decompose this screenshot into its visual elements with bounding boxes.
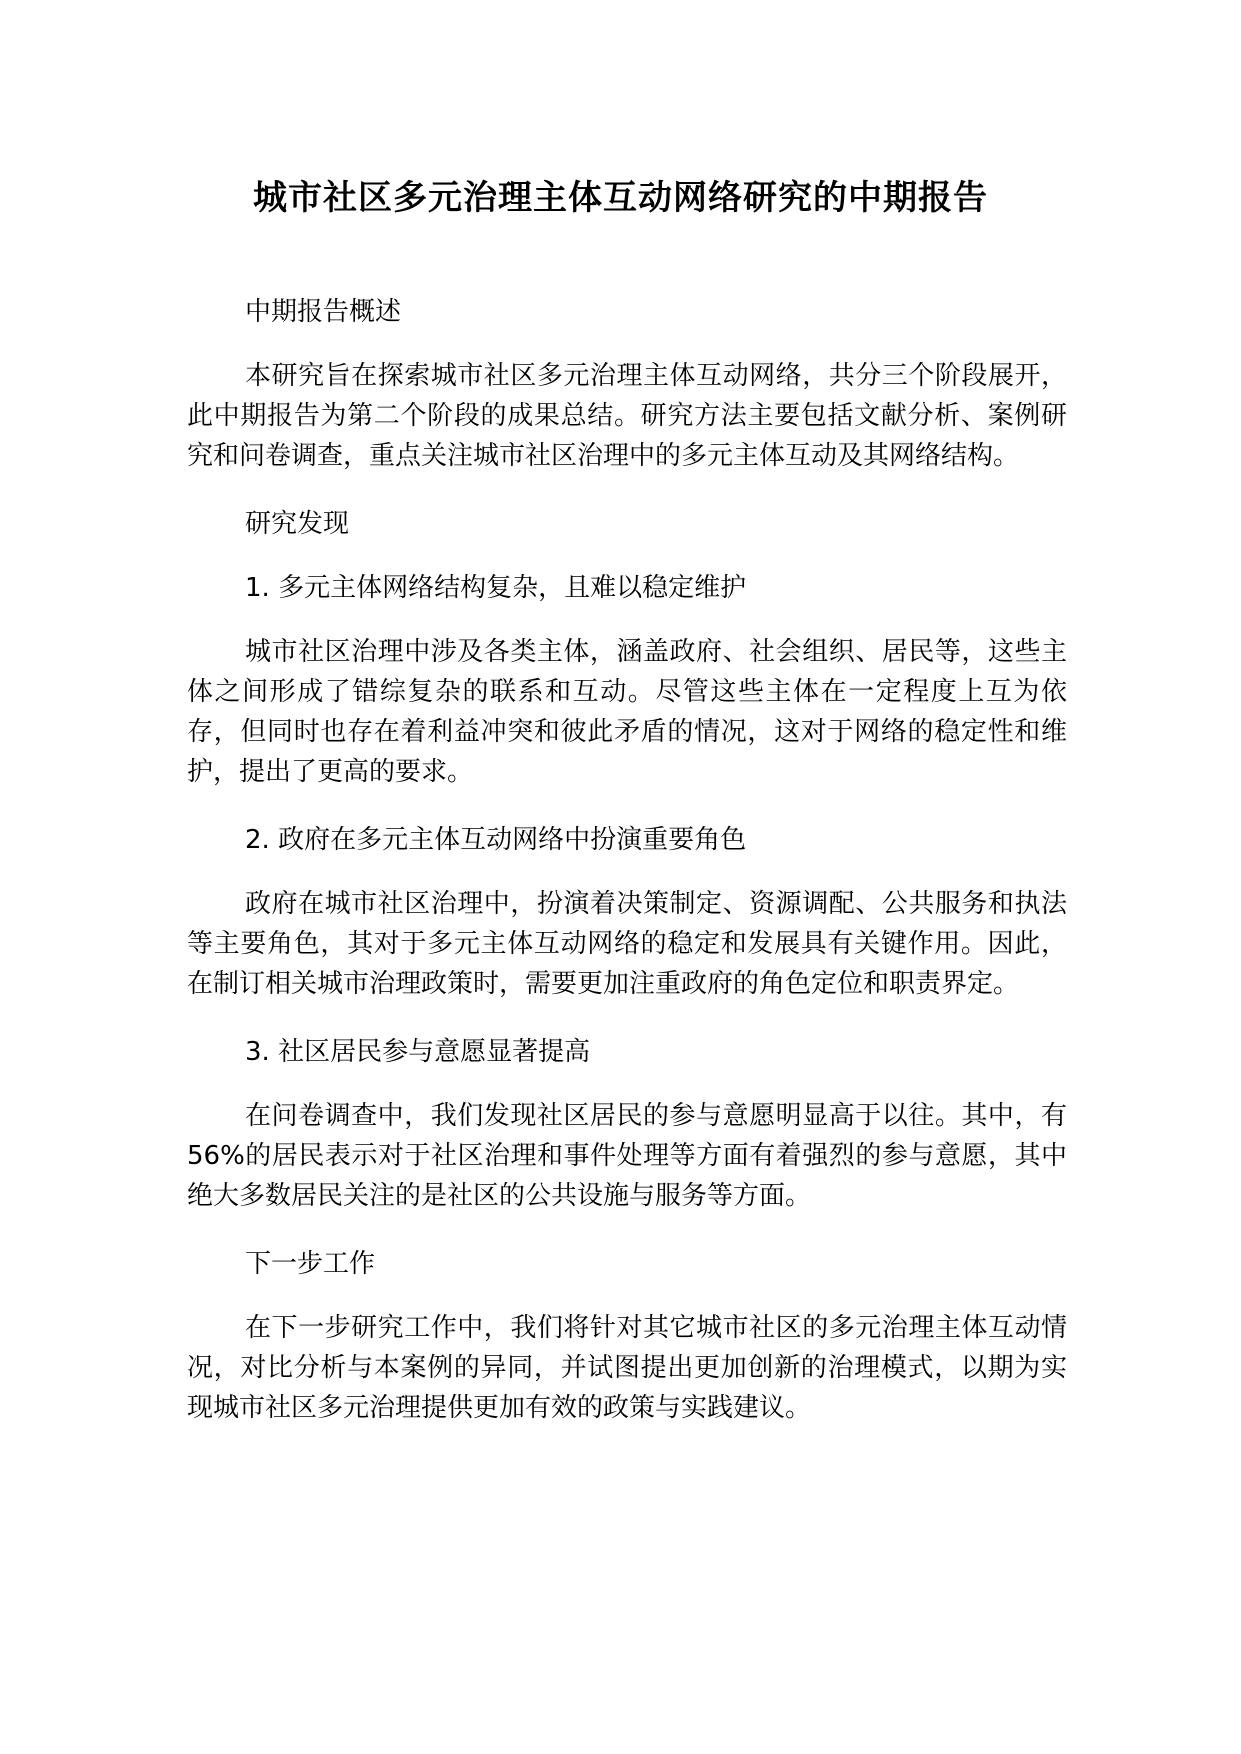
finding-1-heading: 1. 多元主体网络结构复杂，且难以稳定维护	[245, 573, 747, 603]
finding-1-paragraph: 城市社区治理中涉及各类主体，涵盖政府、社会组织、居民等，这些主体之间形成了错综复杂的联系和互动。尽管这些主体在一定程度上互为依存，但同时也存在着利益冲突和彼此矛盾的情况，这对于网络的稳定性和维护，提出了更高的要求。	[187, 637, 1067, 787]
finding-2-heading: 2. 政府在多元主体互动网络中扮演重要角色	[245, 825, 747, 855]
document-title: 城市社区多元治理主体互动网络研究的中期报告	[253, 178, 988, 218]
section-heading-next-steps: 下一步工作	[245, 1249, 376, 1279]
document-body	[187, 292, 1067, 1428]
finding-3-heading: 3. 社区居民参与意愿显著提高	[245, 1037, 591, 1067]
finding-3-paragraph: 在问卷调查中，我们发现社区居民的参与意愿明显高于以往。其中，有 56%的居民表示对于社区治理和事件处理等方面有着强烈的参与意愿，其中绝大多数居民关注的是社区的公共设施与服务等方面。	[187, 1101, 1067, 1211]
section-heading-overview: 中期报告概述	[245, 297, 402, 327]
paragraph-overview: 本研究旨在探索城市社区多元治理主体互动网络，共分三个阶段展开，此中期报告为第二个阶段的成果总结。研究方法主要包括文献分析、案例研究和问卷调查，重点关注城市社区治理中的多元主体互动及其网络结构。	[187, 361, 1067, 471]
section-heading-findings: 研究发现	[245, 509, 350, 539]
finding-2-paragraph: 政府在城市社区治理中，扮演着决策制定、资源调配、公共服务和执法等主要角色，其对于多元主体互动网络的稳定和发展具有关键作用。因此，在制订相关城市治理政策时，需要更加注重政府的角色定位和职责界定。	[187, 889, 1067, 999]
paragraph-next-steps: 在下一步研究工作中，我们将针对其它城市社区的多元治理主体互动情况，对比分析与本案例的异同，并试图提出更加创新的治理模式，以期为实现城市社区多元治理提供更加有效的政策与实践建议。	[187, 1313, 1067, 1423]
